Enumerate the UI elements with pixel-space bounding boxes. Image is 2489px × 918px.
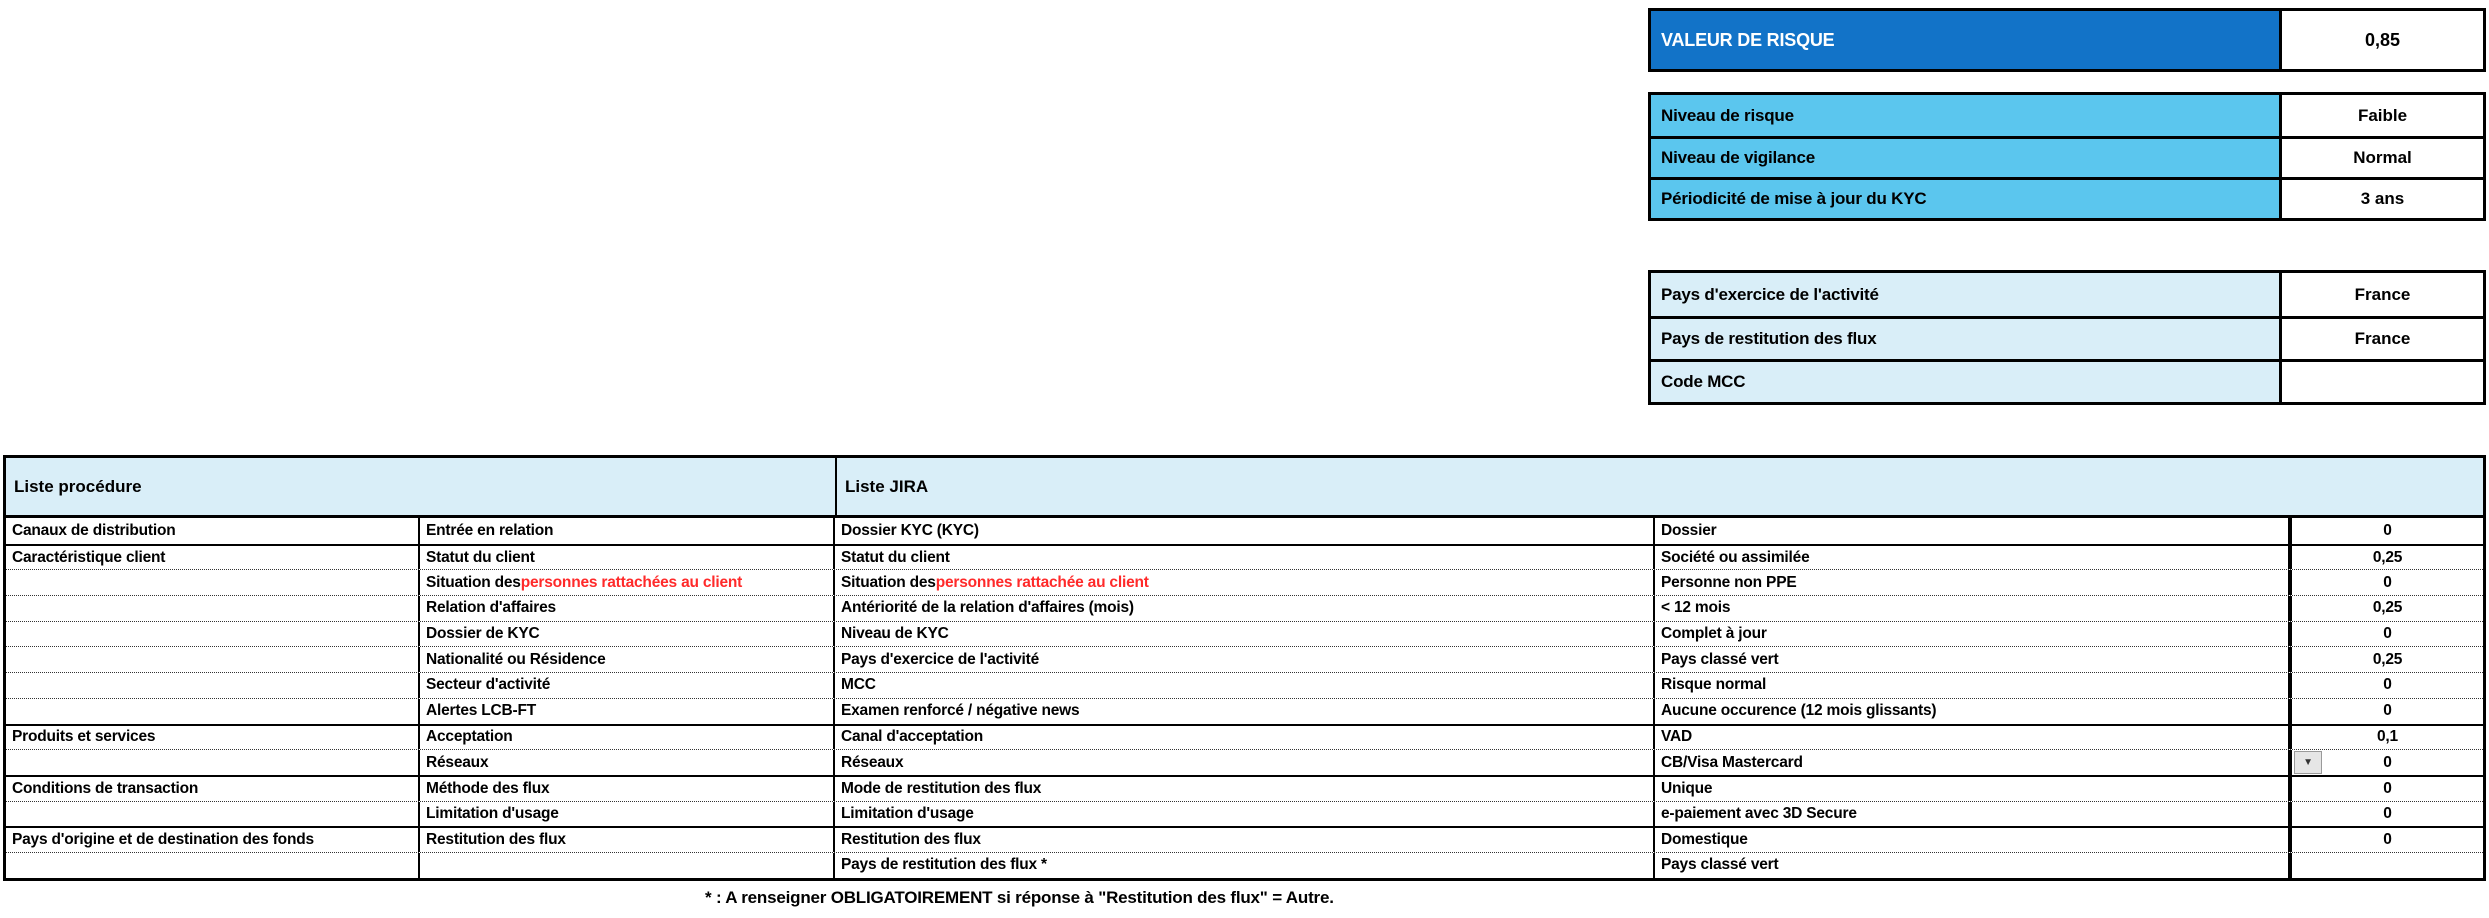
procedure-cell bbox=[418, 853, 833, 878]
category-cell bbox=[6, 699, 418, 724]
table-row bbox=[6, 621, 2483, 647]
score-value: 0,25 bbox=[2372, 548, 2403, 566]
table-row bbox=[6, 544, 2483, 570]
mcc-code-label: Code MCC bbox=[1651, 362, 2279, 402]
score-value: 0 bbox=[2383, 804, 2392, 822]
jira-cell bbox=[833, 726, 1653, 750]
scoring-table bbox=[3, 455, 2486, 881]
header-liste-jira: Liste JIRA bbox=[835, 458, 2483, 515]
mcc-code-cell[interactable] bbox=[2279, 362, 2483, 402]
table-row bbox=[6, 775, 2483, 801]
table-row bbox=[6, 801, 2483, 827]
cell-text: Dossier de KYC bbox=[426, 625, 540, 643]
risk-value-label: VALEUR DE RISQUE bbox=[1651, 11, 2279, 69]
kyc-update-period-label: Périodicité de mise à jour du KYC bbox=[1651, 180, 2279, 218]
vigilance-level-label: Niveau de vigilance bbox=[1651, 139, 2279, 177]
jira-cell bbox=[833, 518, 1653, 544]
score-value: 0 bbox=[2383, 625, 2392, 643]
table-row bbox=[6, 852, 2483, 878]
value-cell[interactable]: Complet à jour bbox=[1653, 622, 2288, 647]
jira-cell bbox=[833, 828, 1653, 852]
category-cell: Produits et services bbox=[12, 728, 156, 746]
procedure-cell bbox=[418, 647, 833, 672]
score-value: 0 bbox=[2383, 831, 2392, 849]
cell-text: Acceptation bbox=[426, 728, 513, 746]
risk-level-row bbox=[1651, 95, 2483, 136]
score-value: 0,1 bbox=[2377, 728, 2398, 746]
country-info-table bbox=[1648, 270, 2486, 405]
mandatory-footnote: * : A renseigner OBLIGATOIREMENT si réponse à "Restitution des flux" = Autre. bbox=[705, 888, 1334, 907]
highlighted-red-text: personnes rattachée au client bbox=[935, 573, 1149, 591]
procedure-cell bbox=[418, 596, 833, 621]
cell-text: Méthode des flux bbox=[426, 779, 550, 797]
value-cell[interactable]: Aucune occurence (12 mois glissants) bbox=[1653, 699, 2288, 724]
category-cell bbox=[6, 622, 418, 647]
table-row bbox=[6, 826, 2483, 852]
kyc-update-period-cell[interactable]: 3 ans bbox=[2279, 180, 2483, 218]
score-cell[interactable] bbox=[2288, 828, 2483, 852]
procedure-cell bbox=[418, 570, 833, 595]
scoring-table-header bbox=[6, 458, 2483, 518]
jira-cell bbox=[833, 546, 1653, 570]
value-cell[interactable]: VAD bbox=[1653, 726, 2288, 750]
procedure-cell bbox=[418, 518, 833, 544]
score-value: 0 bbox=[2383, 753, 2392, 771]
value-cell[interactable]: Société ou assimilée bbox=[1653, 546, 2288, 570]
table-row bbox=[6, 569, 2483, 595]
cell-text: Statut du client bbox=[841, 548, 950, 566]
category-cell: Pays d'origine et de destination des fonds bbox=[12, 831, 314, 849]
flux-restitution-country-label: Pays de restitution des flux bbox=[1651, 319, 2279, 359]
cell-text: Limitation d'usage bbox=[426, 804, 559, 822]
category-cell: Canaux de distribution bbox=[12, 521, 176, 539]
table-row bbox=[6, 724, 2483, 750]
cell-text: Situation des bbox=[841, 573, 936, 591]
activity-country-cell[interactable]: France bbox=[2279, 273, 2483, 316]
category-cell bbox=[6, 647, 418, 672]
cell-text: Canal d'acceptation bbox=[841, 728, 984, 746]
cell-text: Dossier KYC (KYC) bbox=[841, 521, 979, 539]
score-cell[interactable] bbox=[2288, 673, 2483, 698]
procedure-cell bbox=[418, 802, 833, 827]
procedure-cell bbox=[418, 750, 833, 775]
score-cell[interactable] bbox=[2288, 518, 2483, 544]
jira-cell bbox=[833, 777, 1653, 801]
cell-text: Réseaux bbox=[426, 753, 489, 771]
cell-text: Limitation d'usage bbox=[841, 804, 974, 822]
risk-level-label: Niveau de risque bbox=[1651, 95, 2279, 136]
category-cell bbox=[6, 596, 418, 621]
value-cell[interactable]: Pays classé vert bbox=[1653, 853, 2288, 878]
cell-text: Relation d'affaires bbox=[426, 599, 556, 617]
flux-restitution-country-row bbox=[1651, 316, 2483, 359]
score-cell[interactable] bbox=[2288, 647, 2483, 672]
category-cell: Conditions de transaction bbox=[12, 779, 199, 797]
jira-cell bbox=[833, 699, 1653, 724]
score-cell[interactable] bbox=[2288, 546, 2483, 570]
value-cell[interactable]: Domestique bbox=[1653, 828, 2288, 852]
procedure-cell bbox=[418, 777, 833, 801]
risk-level-cell[interactable]: Faible bbox=[2279, 95, 2483, 136]
score-cell[interactable] bbox=[2288, 596, 2483, 621]
value-cell[interactable]: Personne non PPE bbox=[1653, 570, 2288, 595]
main-table-rows bbox=[6, 518, 2483, 878]
value-cell[interactable]: < 12 mois bbox=[1653, 596, 2288, 621]
risk-summary-table bbox=[1648, 92, 2486, 221]
cell-text: Restitution des flux bbox=[841, 831, 981, 849]
header-liste-procedure: Liste procédure bbox=[14, 476, 142, 496]
table-row bbox=[6, 749, 2483, 775]
kyc-update-period-row bbox=[1651, 177, 2483, 218]
risk-value-table bbox=[1648, 8, 2486, 72]
cell-text: Pays de restitution des flux * bbox=[841, 856, 1047, 874]
jira-cell bbox=[833, 622, 1653, 647]
activity-country-label: Pays d'exercice de l'activité bbox=[1651, 273, 2279, 316]
procedure-cell bbox=[418, 726, 833, 750]
jira-cell bbox=[833, 853, 1653, 878]
mcc-code-row bbox=[1651, 359, 2483, 402]
procedure-cell bbox=[418, 673, 833, 698]
dropdown-button[interactable] bbox=[2294, 751, 2322, 774]
cell-text: Statut du client bbox=[426, 548, 535, 566]
cell-text: Pays d'exercice de l'activité bbox=[841, 650, 1040, 668]
jira-cell bbox=[833, 596, 1653, 621]
cell-text: Alertes LCB-FT bbox=[426, 702, 537, 720]
category-cell bbox=[6, 673, 418, 698]
score-cell[interactable] bbox=[2288, 622, 2483, 647]
score-cell[interactable] bbox=[2288, 853, 2483, 878]
cell-text: Réseaux bbox=[841, 753, 904, 771]
value-cell[interactable]: Risque normal bbox=[1653, 673, 2288, 698]
value-cell[interactable]: e-paiement avec 3D Secure bbox=[1653, 802, 2288, 827]
jira-cell bbox=[833, 647, 1653, 672]
jira-cell bbox=[833, 802, 1653, 827]
risk-value-row bbox=[1651, 11, 2483, 69]
score-cell[interactable] bbox=[2288, 777, 2483, 801]
score-cell[interactable] bbox=[2288, 570, 2483, 595]
flux-restitution-country-cell[interactable]: France bbox=[2279, 319, 2483, 359]
cell-text: Situation des bbox=[426, 573, 521, 591]
score-value: 0 bbox=[2383, 779, 2392, 797]
score-cell[interactable] bbox=[2288, 699, 2483, 724]
category-cell bbox=[6, 853, 418, 878]
table-row bbox=[6, 518, 2483, 544]
score-cell[interactable] bbox=[2288, 726, 2483, 750]
score-value: 0,25 bbox=[2372, 599, 2403, 617]
table-row bbox=[6, 672, 2483, 698]
score-value: 0 bbox=[2383, 676, 2392, 694]
table-row bbox=[6, 595, 2483, 621]
risk-value-cell[interactable]: 0,85 bbox=[2279, 11, 2483, 69]
value-cell[interactable]: CB/Visa Mastercard bbox=[1653, 750, 2288, 775]
category-cell: Caractéristique client bbox=[12, 548, 166, 566]
highlighted-red-text: personnes rattachées au client bbox=[520, 573, 743, 591]
cell-text: Mode de restitution des flux bbox=[841, 779, 1042, 797]
score-cell[interactable] bbox=[2288, 802, 2483, 827]
score-value: 0,25 bbox=[2372, 650, 2403, 668]
chevron-down-icon: ▼ bbox=[2303, 756, 2313, 768]
vigilance-level-cell[interactable]: Normal bbox=[2279, 139, 2483, 177]
procedure-cell bbox=[418, 622, 833, 647]
value-cell[interactable]: Dossier bbox=[1653, 518, 2288, 544]
cell-text: Entrée en relation bbox=[426, 521, 554, 539]
score-value: 0 bbox=[2383, 702, 2392, 720]
score-value: 0 bbox=[2383, 521, 2392, 539]
category-cell bbox=[6, 802, 418, 827]
table-row bbox=[6, 646, 2483, 672]
procedure-cell bbox=[418, 828, 833, 852]
category-cell bbox=[6, 750, 418, 775]
jira-cell bbox=[833, 570, 1653, 595]
cell-text: Niveau de KYC bbox=[841, 625, 949, 643]
procedure-cell bbox=[418, 546, 833, 570]
value-cell[interactable]: Unique bbox=[1653, 777, 2288, 801]
table-row bbox=[6, 698, 2483, 724]
activity-country-row bbox=[1651, 273, 2483, 316]
cell-text: Secteur d'activité bbox=[426, 676, 551, 694]
cell-text: Nationalité ou Résidence bbox=[426, 650, 606, 668]
vigilance-level-row bbox=[1651, 136, 2483, 177]
cell-text: Restitution des flux bbox=[426, 831, 566, 849]
cell-text: Antériorité de la relation d'affaires (mois) bbox=[841, 599, 1134, 617]
category-cell bbox=[6, 570, 418, 595]
cell-text: MCC bbox=[841, 676, 876, 694]
value-cell[interactable]: Pays classé vert bbox=[1653, 647, 2288, 672]
score-cell[interactable] bbox=[2288, 750, 2483, 775]
score-value: 0 bbox=[2383, 573, 2392, 591]
cell-text: Examen renforcé / négative news bbox=[841, 702, 1080, 720]
jira-cell bbox=[833, 673, 1653, 698]
procedure-cell bbox=[418, 699, 833, 724]
jira-cell bbox=[833, 750, 1653, 775]
